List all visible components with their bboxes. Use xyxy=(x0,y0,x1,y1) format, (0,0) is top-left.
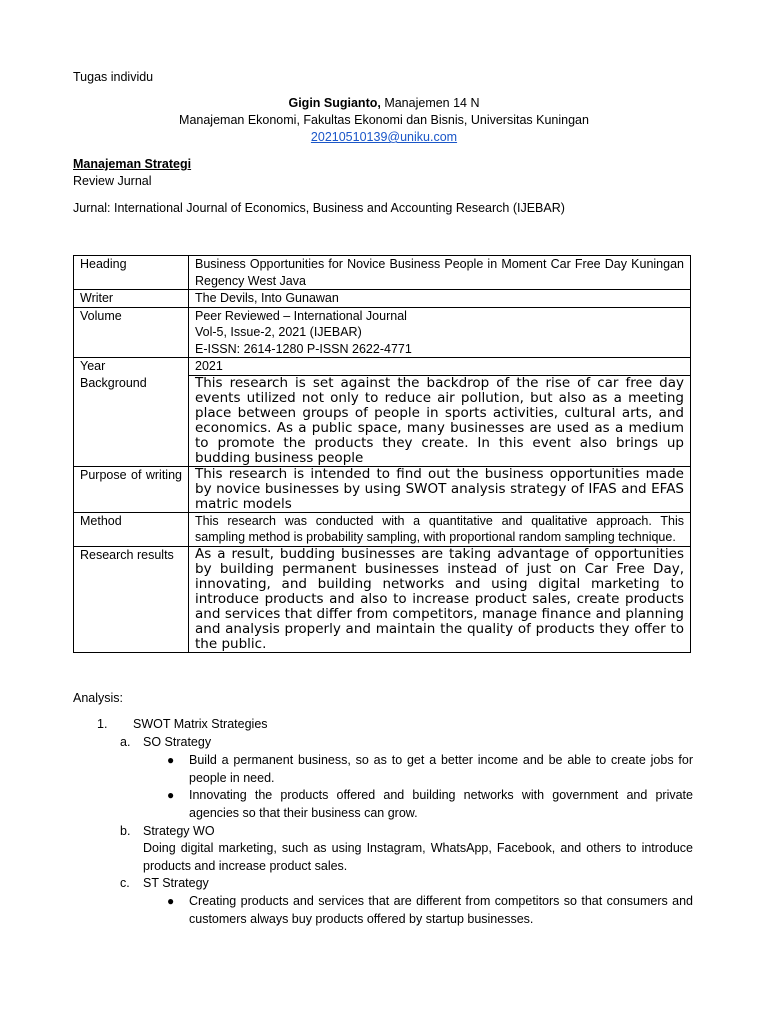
row-value-writer: The Devils, Into Gunawan xyxy=(189,290,691,308)
item-b-letter: b. xyxy=(120,824,131,838)
st-bullet-1: Creating products and services that are different from competitors so that consumers and customers always buy products offered by startup businesses. xyxy=(189,894,693,926)
so-bullet-1: Build a permanent business, so as to get a better income and be able to create jobs for people in need. xyxy=(189,753,693,785)
item-b-title: Strategy WO xyxy=(143,824,215,838)
author-line xyxy=(0,95,768,112)
row-value-results: As a result, budding businesses are taking advantage of opportunities by building permanent businesses instead of just on Car Free Day, innovating, and building networks and using digital marketing to introduce products and also to increase product sales, create products and services that differ from competitors, manage finance and planning and analysis properly and maintain the quality of products they offer to the public. xyxy=(189,546,691,652)
volume-line-1: Peer Reviewed – International Journal xyxy=(195,308,407,323)
bullet-dot-icon: ● xyxy=(167,753,175,767)
volume-line-2: Vol-5, Issue-2, 2021 (IJEBAR) xyxy=(195,325,362,339)
table-row xyxy=(74,256,691,290)
row-label-volume: Volume xyxy=(74,307,189,358)
row-label-heading: Heading xyxy=(74,256,189,290)
row-value-volume xyxy=(189,307,691,358)
row-label-method: Method xyxy=(74,512,189,546)
item-1-number: 1. xyxy=(97,717,108,731)
row-label-results: Research results xyxy=(74,546,189,652)
author-name: Gigin Sugianto, xyxy=(288,96,381,110)
table-row xyxy=(74,307,691,358)
row-value-heading: Business Opportunities for Novice Business People in Moment Car Free Day Kuningan Regency West Java xyxy=(189,256,691,290)
affiliation: Manajeman Ekonomi, Fakultas Ekonomi dan Bisnis, Universitas Kuningan xyxy=(179,113,589,127)
wo-text: Doing digital marketing, such as using Instagram, WhatsApp, Facebook, and others to introduce products and increase product sales. xyxy=(143,841,693,873)
table-row xyxy=(74,466,691,512)
bullet-dot-icon: ● xyxy=(167,788,175,802)
table-row xyxy=(74,546,691,652)
table-row xyxy=(74,358,691,376)
assignment-label: Tugas individu xyxy=(73,70,154,84)
review-table xyxy=(73,255,691,653)
item-a-letter: a. xyxy=(120,735,131,749)
course-subtitle: Review Jurnal xyxy=(73,174,152,188)
table-row xyxy=(74,375,691,466)
item-c-letter: c. xyxy=(120,876,130,890)
item-c-title: ST Strategy xyxy=(143,876,209,890)
bullet-dot-icon: ● xyxy=(167,894,175,908)
row-value-year: 2021 xyxy=(189,358,691,376)
table-row xyxy=(74,512,691,546)
row-value-purpose: This research is intended to find out the business opportunities made by novice businesses by using SWOT analysis strategy of IFAS and EFAS matric models xyxy=(189,466,691,512)
row-label-purpose: Purpose of writing xyxy=(74,466,189,512)
row-label-year: Year xyxy=(74,358,189,376)
course-title: Manajeman Strategi xyxy=(73,157,192,171)
row-label-writer: Writer xyxy=(74,290,189,308)
analysis-label: Analysis: xyxy=(73,691,124,705)
item-1-title: SWOT Matrix Strategies xyxy=(133,717,268,731)
table-row xyxy=(74,290,691,308)
so-bullet-2: Innovating the products offered and building networks with government and private agencies so that their business can grow. xyxy=(189,788,693,820)
row-label-background: Background xyxy=(74,375,189,466)
item-a-title: SO Strategy xyxy=(143,735,212,749)
email-line xyxy=(0,129,768,146)
volume-line-3: E-ISSN: 2614-1280 P-ISSN 2622-4771 xyxy=(195,341,412,356)
author-program: Manajemen 14 N xyxy=(380,96,480,110)
row-value-method: This research was conducted with a quantitative and qualitative approach. This sampling method is probability sampling, with proportional random sampling technique. xyxy=(189,512,691,546)
row-value-background: This research is set against the backdrop of the rise of car free day events utilized not only to reduce air pollution, but also as a meeting place between groups of people in sports activities, cultural arts, and economics. As a public space, many businesses are used as a medium to promote the products they create. In this event also brings up budding business people xyxy=(189,375,691,466)
email-link[interactable]: 20210510139@uniku.com xyxy=(310,130,458,144)
journal-name: Jurnal: International Journal of Economics, Business and Accounting Research (IJEBAR) xyxy=(73,201,565,215)
